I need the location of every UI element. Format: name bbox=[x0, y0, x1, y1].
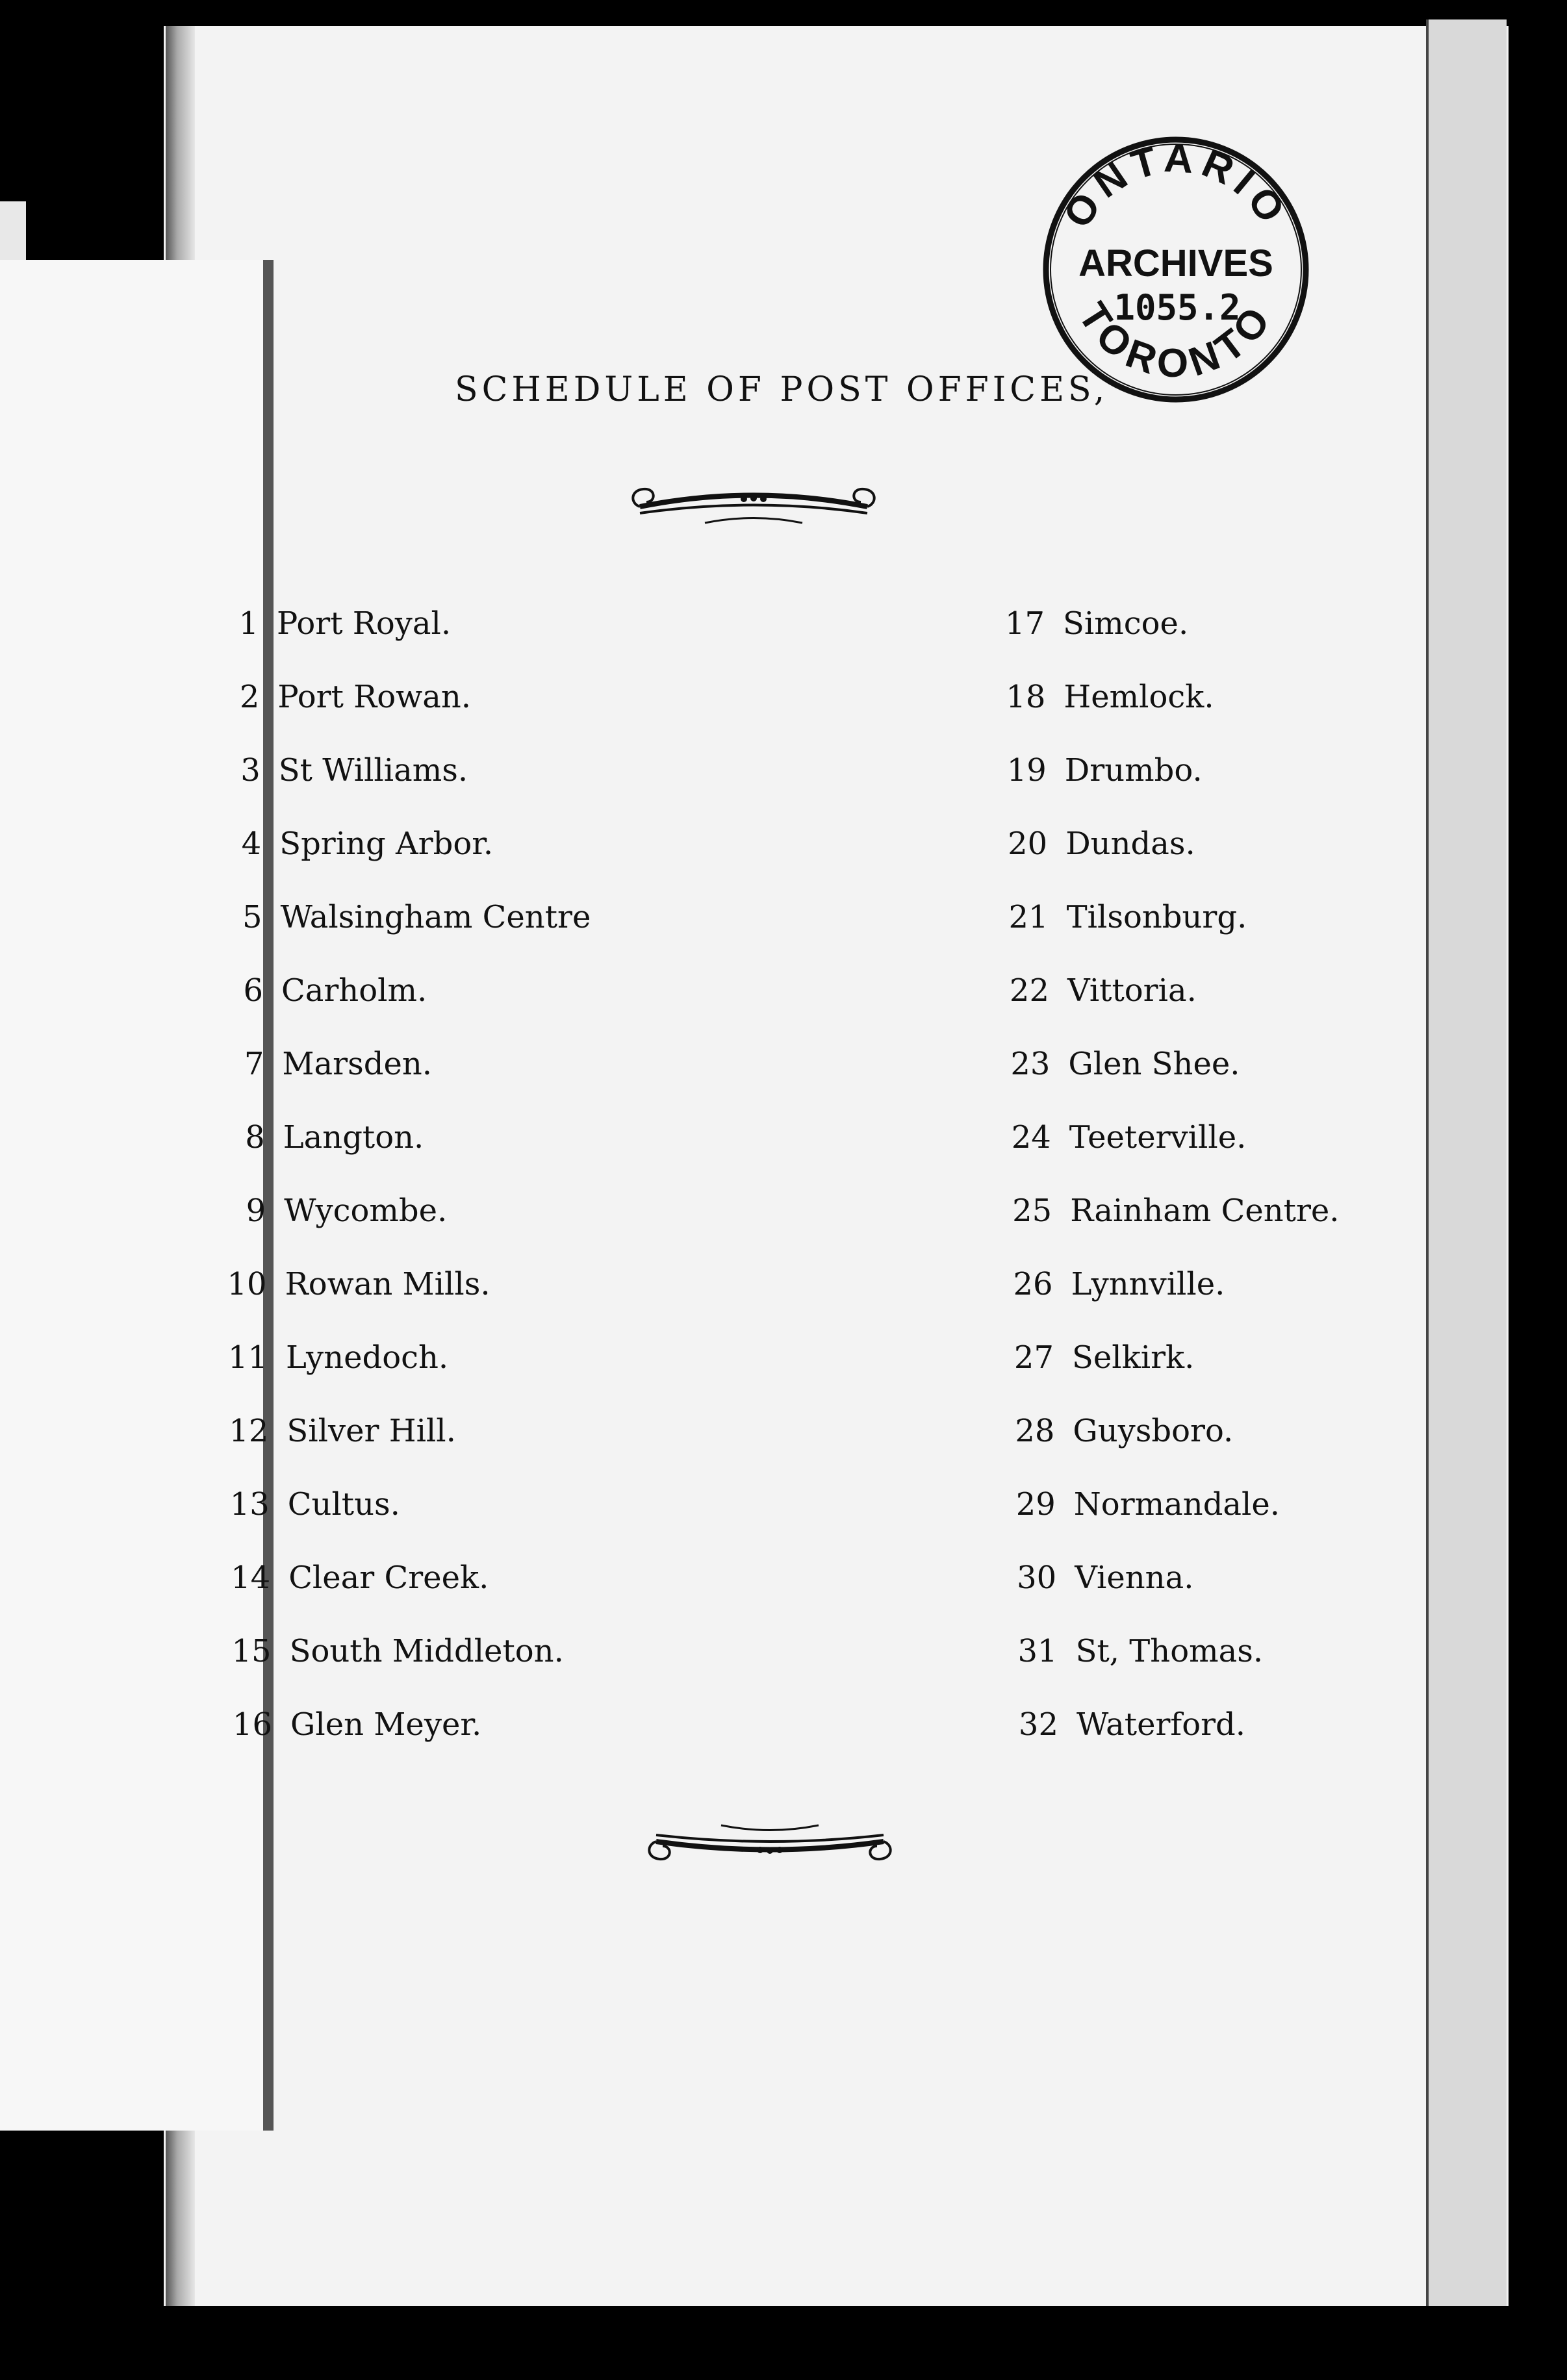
post-office-entry bbox=[1009, 1265, 1225, 1304]
stamp-bottom-text: TORONTO bbox=[1069, 294, 1283, 386]
post-office-entry bbox=[1003, 824, 1195, 863]
entry-name: Glen Meyer. bbox=[290, 1706, 482, 1743]
entry-number: 23 bbox=[1010, 1046, 1051, 1082]
entry-name: Marsden. bbox=[282, 1046, 433, 1082]
post-office-entry bbox=[1006, 1044, 1240, 1083]
entry-name: Silver Hill. bbox=[287, 1413, 456, 1449]
post-office-entry bbox=[227, 1632, 564, 1671]
post-office-entry bbox=[1012, 1558, 1193, 1597]
entry-name: Selkirk. bbox=[1072, 1339, 1195, 1376]
post-office-entry bbox=[216, 751, 468, 790]
post-office-entry bbox=[228, 1705, 481, 1744]
stamp-number: 1055.2 bbox=[1114, 287, 1241, 328]
entry-number: 27 bbox=[1013, 1339, 1054, 1376]
entry-name: Waterford. bbox=[1077, 1706, 1246, 1743]
post-office-entry bbox=[1005, 971, 1197, 1010]
entry-name: Hemlock. bbox=[1064, 679, 1214, 715]
entry-number: 12 bbox=[229, 1413, 269, 1449]
post-office-entry bbox=[220, 1044, 432, 1083]
entry-number: 13 bbox=[229, 1486, 270, 1523]
entry-name: Glen Shee. bbox=[1068, 1046, 1240, 1082]
entry-name: Langton. bbox=[283, 1119, 424, 1156]
entry-number: 6 bbox=[243, 972, 263, 1009]
entry-number: 30 bbox=[1017, 1560, 1057, 1596]
entry-name: Wycombe. bbox=[284, 1193, 448, 1229]
entry-name: Clear Creek. bbox=[288, 1560, 489, 1596]
post-office-entry bbox=[219, 971, 427, 1010]
page-edge bbox=[1426, 19, 1507, 2306]
entry-number: 24 bbox=[1011, 1119, 1051, 1156]
post-office-entry bbox=[217, 824, 493, 863]
entry-name: Walsingham Centre bbox=[280, 899, 591, 935]
entry-name: Rainham Centre. bbox=[1070, 1193, 1340, 1229]
entry-name: Cultus. bbox=[287, 1486, 400, 1523]
entry-name: Teeterville. bbox=[1069, 1119, 1247, 1156]
post-office-entry bbox=[215, 677, 471, 716]
post-office-entry bbox=[1014, 1705, 1245, 1744]
entry-name: Simcoe. bbox=[1063, 605, 1189, 642]
entry-number: 17 bbox=[1004, 605, 1045, 642]
post-office-entry bbox=[1001, 677, 1214, 716]
post-office-entry bbox=[1002, 751, 1203, 790]
entry-number: 16 bbox=[232, 1706, 272, 1743]
post-office-entry bbox=[222, 1191, 447, 1230]
post-office-entry bbox=[1000, 604, 1188, 643]
post-office-entry bbox=[1008, 1191, 1339, 1230]
entry-name: Port Royal. bbox=[277, 605, 452, 642]
entry-number: 19 bbox=[1006, 752, 1047, 789]
entry-number: 7 bbox=[244, 1046, 264, 1082]
post-office-entry bbox=[223, 1265, 490, 1304]
entry-name: South Middleton. bbox=[289, 1633, 564, 1669]
post-office-entry bbox=[221, 1118, 424, 1157]
entry-name: Normandale. bbox=[1073, 1486, 1280, 1523]
entry-name: Rowan Mills. bbox=[285, 1266, 490, 1302]
post-office-entry bbox=[214, 604, 451, 643]
post-office-entry bbox=[224, 1412, 455, 1450]
entry-name: St Williams. bbox=[278, 752, 468, 789]
entry-name: Port Rowan. bbox=[277, 679, 472, 715]
post-office-entry bbox=[1007, 1118, 1247, 1157]
entry-number: 22 bbox=[1009, 972, 1049, 1009]
entry-number: 14 bbox=[231, 1560, 271, 1596]
bottom-ornament bbox=[643, 1812, 897, 1871]
post-office-entry bbox=[226, 1558, 489, 1597]
stamp-center-text: ARCHIVES bbox=[1078, 242, 1273, 285]
entry-name: St, Thomas. bbox=[1075, 1633, 1264, 1669]
entry-name: Guysboro. bbox=[1073, 1413, 1234, 1449]
page-title: SCHEDULE OF POST OFFICES, bbox=[455, 370, 1109, 409]
entry-name: Vittoria. bbox=[1067, 972, 1197, 1009]
entry-number: 1 bbox=[238, 605, 259, 642]
entry-name: Vienna. bbox=[1075, 1560, 1194, 1596]
post-office-entry bbox=[225, 1485, 400, 1524]
post-office-entry bbox=[223, 1338, 448, 1377]
entry-number: 10 bbox=[227, 1266, 267, 1302]
stamp-top-text: ONTARIO bbox=[1054, 135, 1297, 236]
entry-number: 2 bbox=[239, 679, 260, 715]
entry-number: 8 bbox=[245, 1119, 265, 1156]
post-office-entry bbox=[1012, 1485, 1280, 1524]
entry-number: 29 bbox=[1015, 1486, 1056, 1523]
post-office-entry bbox=[1010, 1412, 1233, 1450]
entry-number: 11 bbox=[227, 1339, 268, 1376]
entry-number: 20 bbox=[1008, 826, 1048, 862]
entry-number: 31 bbox=[1017, 1633, 1058, 1669]
entry-name: Spring Arbor. bbox=[279, 826, 494, 862]
entry-number: 9 bbox=[246, 1193, 266, 1229]
entry-name: Dundas. bbox=[1065, 826, 1195, 862]
post-office-entry bbox=[1010, 1338, 1194, 1377]
post-office-entry bbox=[218, 898, 591, 937]
post-office-entry bbox=[1013, 1632, 1264, 1671]
entry-name: Drumbo. bbox=[1064, 752, 1203, 789]
entry-name: Tilsonburg. bbox=[1066, 899, 1247, 935]
post-office-entry bbox=[1004, 898, 1247, 937]
entry-number: 15 bbox=[231, 1633, 272, 1669]
entry-name: Carholm. bbox=[281, 972, 427, 1009]
entry-number: 21 bbox=[1008, 899, 1049, 935]
entry-number: 28 bbox=[1015, 1413, 1055, 1449]
entry-number: 5 bbox=[242, 899, 262, 935]
entry-number: 32 bbox=[1018, 1706, 1058, 1743]
entry-number: 18 bbox=[1006, 679, 1046, 715]
top-ornament bbox=[627, 477, 880, 536]
entry-name: Lynedoch. bbox=[286, 1339, 449, 1376]
entry-number: 25 bbox=[1012, 1193, 1052, 1229]
svg-text:ONTARIO bbox=[1055, 136, 1297, 236]
entry-name: Lynnville. bbox=[1071, 1266, 1225, 1302]
entry-number: 3 bbox=[240, 752, 261, 789]
entry-number: 26 bbox=[1013, 1266, 1053, 1302]
entry-number: 4 bbox=[241, 826, 262, 862]
